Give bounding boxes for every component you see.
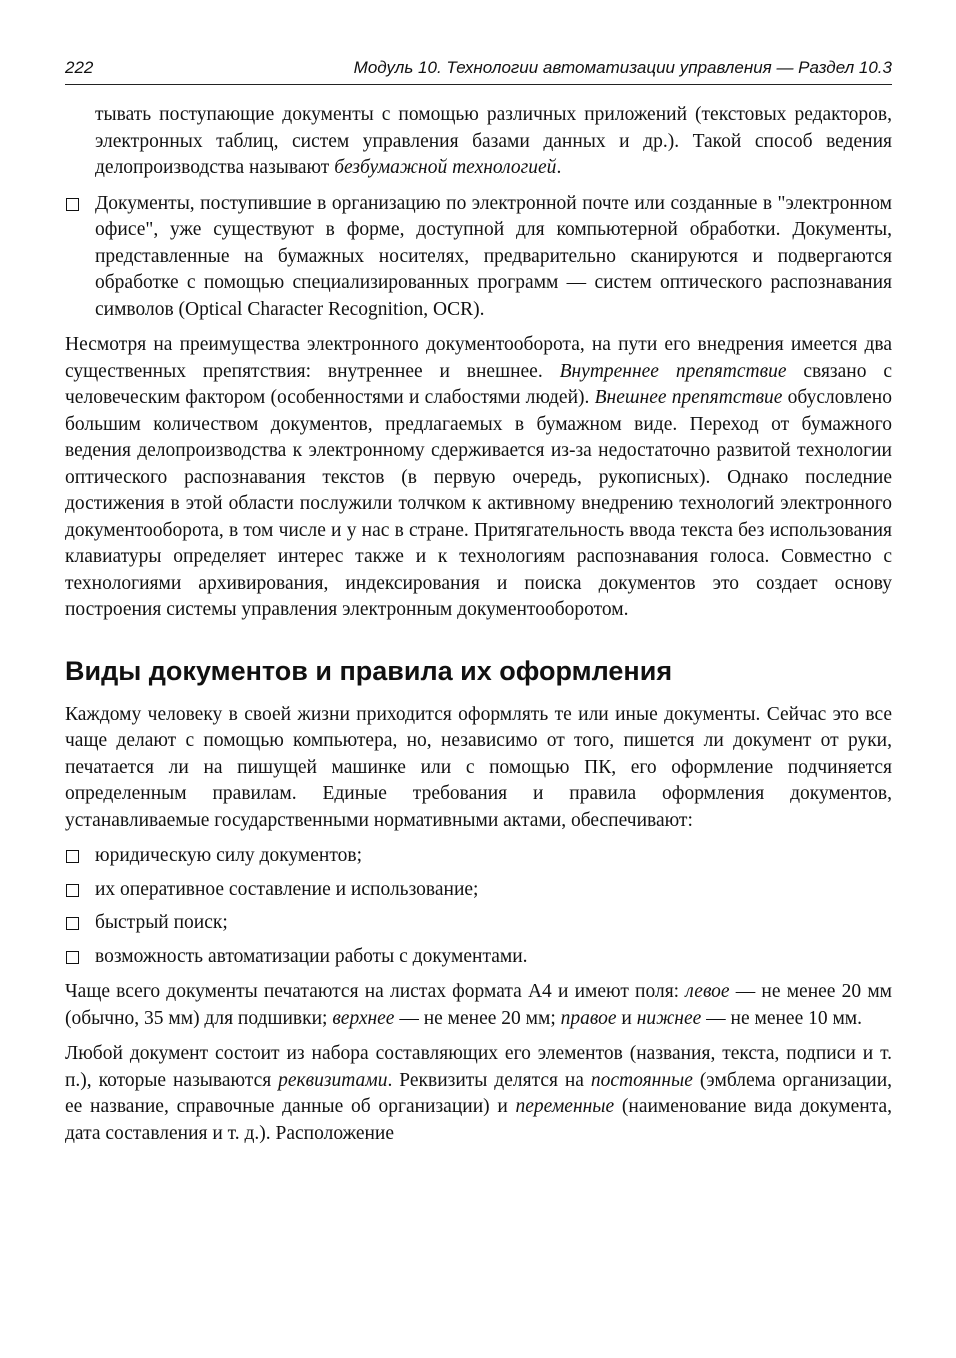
checkbox-bullet-icon	[66, 850, 79, 863]
paragraph-margins: Чаще всего документы печатаются на листах формата А4 и имеют поля: левое — не менее 20 мм (обычно, 35 мм) для подшивки; верхнее — не менее 20 мм; правое и нижнее — не менее 10 мм.	[65, 981, 892, 1029]
page-number: 222	[65, 58, 94, 77]
bullet-continuation-paragraph: тывать поступающие документы с помощью различных приложений (текстовых редакторов, электронных таблиц, систем управления базами данных и др.). Такой способ ведения делопроизводства называют безбумажной технологией.	[95, 104, 892, 178]
paragraph-rules: Каждому человеку в своей жизни приходится оформлять те или иные документы. Сейчас это все чаще делают с помощью компьютера, но, независимо от того, пишется ли документ от руки, печатается ли на пишущей машинке или с помощью ПК, его оформление подчиняется определенным правилам. Единые требования и правила оформления документов, устанавливаемые государственными нормативными актами, обеспечивают:	[65, 703, 892, 831]
list-item: Документы, поступившие в организацию по электронной почте или созданные в "электронном офисе", уже существуют в форме, доступной для компьютерной обработки. Документы, представленные на бумажных носителях, предварительно сканируются и подвергаются обработке с помощью специализированных программ — систем оптического распознавания символов (Optical Character Recognition, OCR).	[65, 191, 892, 324]
checkbox-bullet-icon	[66, 198, 79, 211]
term-paperless: безбумажной технологией	[334, 157, 557, 178]
term-internal-obstacle: Внутреннее препятствие	[559, 360, 787, 382]
running-title: Модуль 10. Технологии автоматизации управления — Раздел 10.3	[353, 58, 892, 77]
paragraph-obstacles: Несмотря на преимущества электронного документооборота, на пути его внедрения имеется два существенных препятствия: внутреннее и внешнее. Внутреннее препятствие связано с человеческим фактором (особенностями и слабостями людей). Внешнее препятствие обусловлено большим количеством документов, предлагаемых в бумажном виде. Переход от бумажного ведения делопроизводства к электронному сдерживается из-за недостаточно развитой технологии оптического распознавания текстов (в первую очередь, рукописных). Однако последние достижения в этой области послужили толчком к активному внедрению технологий электронного документооборота, в том числе и у нас в стране. Притягательность ввода текста без использования клавиатуры определяет интерес также и к технологиям распознавания голоса. Совместно с технологиями архивирования, индексирования и поиска документов это создает основу построения системы управления электронным документооборотом.	[65, 334, 892, 620]
paragraph-requisites: Любой документ состоит из набора составляющих его элементов (названия, текста, подписи и т. п.), которые называются реквизитами. Реквизиты делятся на постоянные (эмблема организации, ее название, справочные данные об организации) и переменные (наименование вида документа, дата составления и т. д.). Расположение	[65, 1043, 893, 1144]
term-external-obstacle: Внешнее препятствие	[594, 387, 783, 408]
running-header	[65, 58, 892, 85]
checkbox-bullet-icon	[66, 884, 79, 897]
bullet-list-ocr	[65, 191, 892, 324]
list-item: быстрый поиск;	[65, 910, 892, 937]
list-item: юридическую силу документов;	[65, 843, 892, 870]
list-item: их оперативное составление и использование;	[65, 877, 892, 904]
checkbox-bullet-icon	[66, 917, 79, 930]
page-body	[65, 102, 892, 1156]
rules-list	[65, 843, 892, 970]
checkbox-bullet-icon	[66, 951, 79, 964]
list-item: возможность автоматизации работы с документами.	[65, 944, 892, 971]
section-heading: Виды документов и правила их оформления	[65, 655, 673, 686]
